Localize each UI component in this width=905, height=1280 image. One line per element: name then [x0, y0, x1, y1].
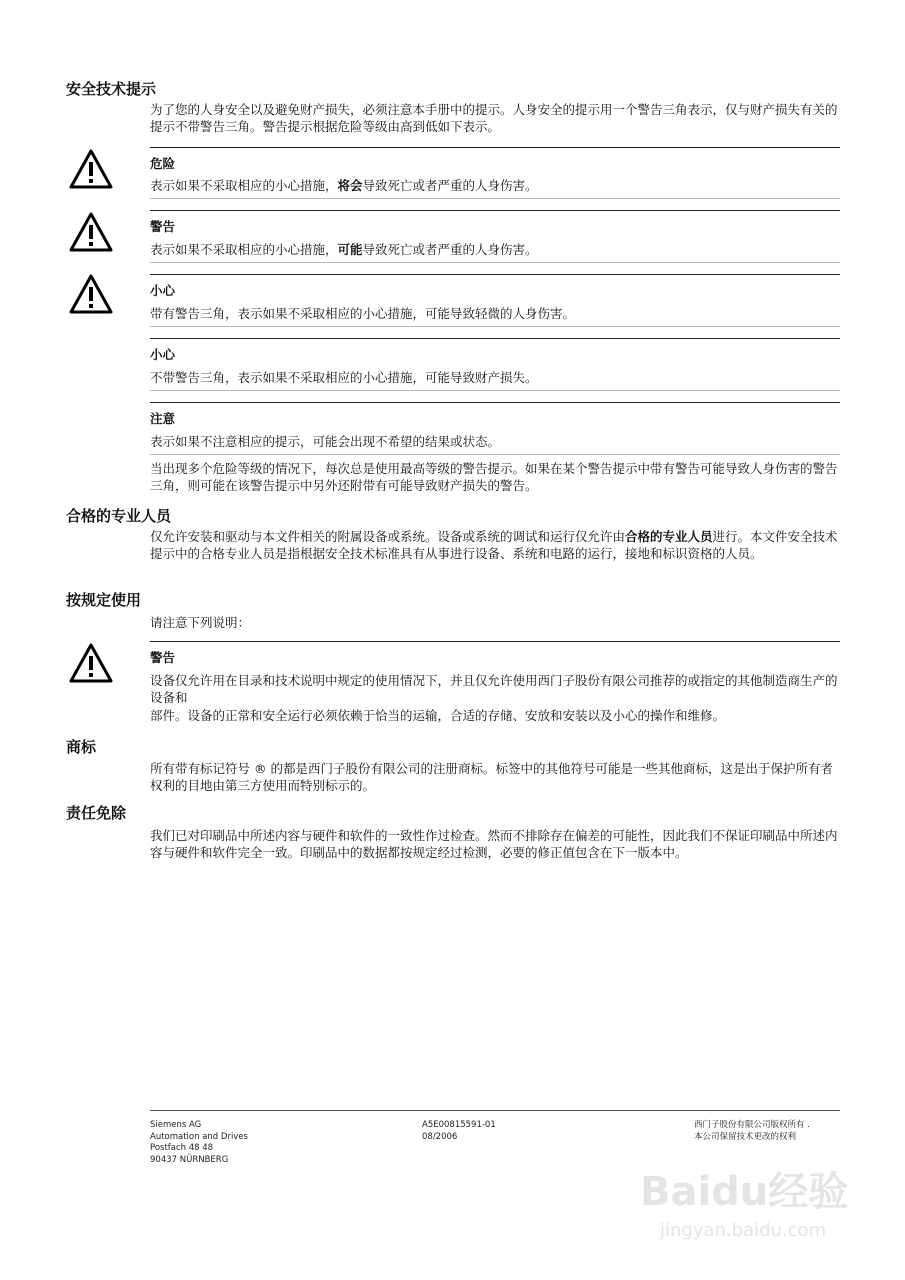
safety-intro: 为了您的人身安全以及避免财产损失，必须注意本手册中的提示。人身安全的提示用一个警告三角表示，仅与财产损失有关的提示不带警告三角。警告提示根据危险等级由高到低如下表示。: [150, 102, 838, 134]
warning-triangle-icon: [68, 273, 114, 315]
footer-company: Siemens AG: [150, 1120, 202, 1130]
proper-use-warning-title: 警告: [150, 650, 176, 665]
disclaimer-heading: 责任免除: [66, 804, 127, 822]
caution-tri-bottom-rule: [150, 326, 840, 327]
caution-title: 小心: [150, 347, 176, 362]
watermark-logo: Baidu经验: [640, 1169, 849, 1215]
baidu-watermark: [640, 1150, 880, 1260]
notice-top-rule: [150, 402, 840, 403]
proper-use-text-1: 设备仅允许用在目录和技术说明中规定的使用情况下，并且仅允许使用西门子股份有限公司推荐的或指定的其他制造商生产的设备和: [150, 673, 838, 705]
notice-text: 表示如果不注意相应的提示，可能会出现不希望的结果或状态。: [150, 434, 501, 449]
footer-city: 90437 NÜRNBERG: [150, 1154, 229, 1165]
caution-tri-title: 小心: [150, 283, 176, 298]
notice-title: 注意: [150, 411, 176, 426]
footer-doc-info: [422, 1120, 496, 1143]
caution-tri-top-rule: [150, 274, 840, 275]
proper-use-text-2: 部件。设备的正常和安全运行必须依赖于恰当的运输，合适的存储、安放和安装以及小心的操作和维修。: [150, 708, 726, 723]
footer-postfach: Postfach 48 48: [150, 1143, 214, 1153]
warning-triangle-icon: [68, 642, 114, 684]
disclaimer-text: 我们已对印刷品中所述内容与硬件和软件的一致性作过检查。然而不排除存在偏差的可能性，因此我们不保证印刷品中所述内容与硬件和软件完全一致。印刷品中的数据都按规定经过检测，必要的修正值包含在下一版本中。: [150, 828, 838, 860]
footer-copyright-line1: 西门子股份有限公司版权所有 .: [694, 1120, 810, 1130]
caution-top-rule: [150, 338, 840, 339]
footer-copyright-line2: 本公司保留技术更改的权利: [694, 1131, 797, 1142]
warning-triangle-icon: [68, 148, 114, 190]
danger-title: 危险: [150, 156, 176, 171]
danger-text: 表示如果不采取相应的小心措施，将会导致死亡或者严重的人身伤害。: [150, 178, 538, 193]
proper-use-heading: 按规定使用: [66, 591, 142, 609]
warning-bottom-rule: [150, 262, 840, 263]
trademarks-heading: 商标: [66, 738, 97, 756]
proper-use-top-rule: [150, 641, 840, 642]
qualified-text: 仅允许安装和驱动与本文件相关的附属设备或系统。设备或系统的调试和运行仅允许由合格的专业人员进行。本文件安全技术提示中的合格专业人员是指根据安全技术标准具有从事进行设备、系统和电路的运行，接地和标识资格的人员。: [150, 529, 838, 561]
warning-text: 表示如果不采取相应的小心措施，可能导致死亡或者严重的人身伤害。: [150, 242, 538, 257]
caution-text: 不带警告三角，表示如果不采取相应的小心措施，可能导致财产损失。: [150, 370, 538, 385]
warning-title: 警告: [150, 219, 176, 234]
footer-copyright: [694, 1120, 810, 1143]
notice-bottom-rule: [150, 454, 840, 455]
warning-triangle-icon: [68, 211, 114, 253]
trademarks-text: 所有带有标记符号 ® 的都是西门子股份有限公司的注册商标。标签中的其他符号可能是一些其他商标，这是出于保护所有者权利的目地由第三方使用而特别标示的。: [150, 761, 833, 793]
danger-top-rule: [150, 147, 840, 148]
warning-top-rule: [150, 210, 840, 211]
danger-bottom-rule: [150, 198, 840, 199]
footer-rule: [150, 1110, 840, 1111]
qualified-heading: 合格的专业人员: [66, 507, 172, 525]
footer-division: Automation and Drives: [150, 1131, 248, 1142]
multi-level-text: 当出现多个危险等级的情况下，每次总是使用最高等级的警告提示。如果在某个警告提示中带有警告可能导致人身伤害的警告三角，则可能在该警告提示中另外还附带有可能导致财产损失的警告。: [150, 461, 838, 493]
caution-bottom-rule: [150, 390, 840, 391]
caution-tri-text: 带有警告三角，表示如果不采取相应的小心措施，可能导致轻微的人身伤害。: [150, 306, 576, 321]
footer-doc-number: A5E00815591-01: [422, 1120, 496, 1130]
footer-date: 08/2006: [422, 1131, 458, 1142]
footer-address: [150, 1120, 248, 1166]
proper-use-intro: 请注意下列说明：: [150, 615, 251, 630]
safety-heading: 安全技术提示: [66, 80, 157, 98]
watermark-url: jingyan.baidu.com: [660, 1220, 827, 1241]
